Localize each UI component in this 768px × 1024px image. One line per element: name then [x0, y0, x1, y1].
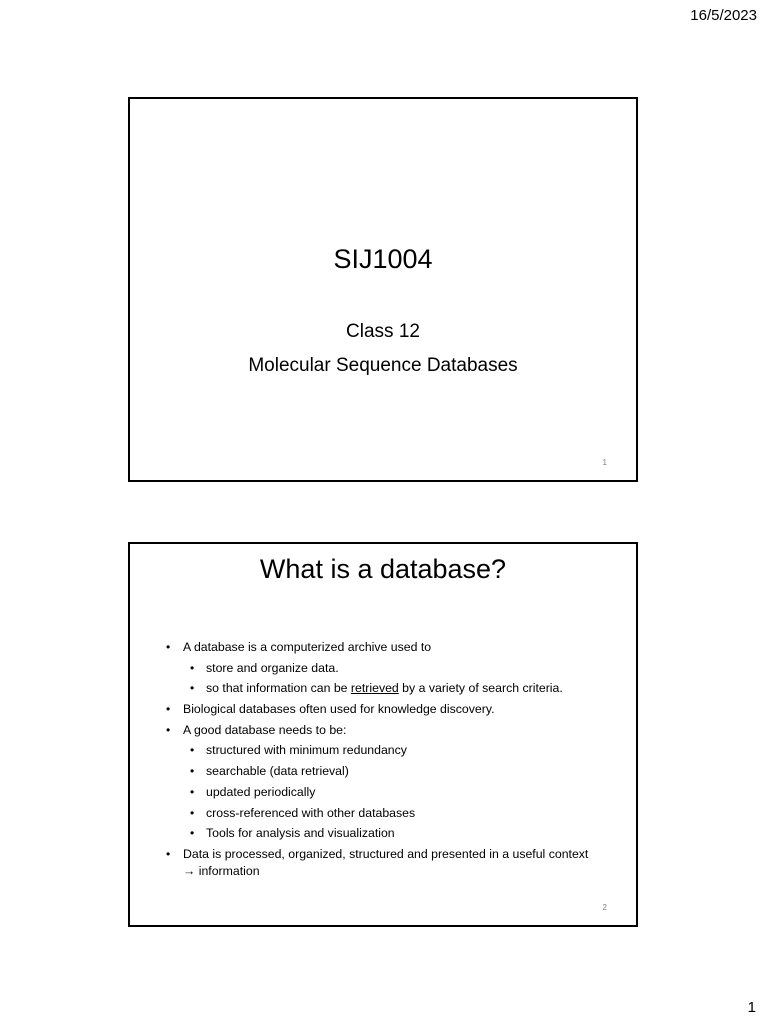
bullet-text	[183, 847, 588, 878]
bullet-text: cross-referenced with other databases	[206, 805, 416, 820]
bullet-item	[162, 846, 622, 880]
sub-bullet-item	[162, 784, 622, 801]
bullet-item	[162, 722, 622, 739]
slide-1	[128, 97, 638, 482]
bullet-dot-icon: •	[190, 805, 195, 820]
sub-bullet-item	[162, 660, 622, 677]
bullet-list	[162, 639, 622, 884]
bullet-text: searchable (data retrieval)	[206, 764, 349, 779]
bullet-text: Biological databases often used for knowledge discovery.	[183, 702, 495, 717]
bullet-dot-icon: •	[190, 660, 195, 675]
bullet-text	[206, 681, 563, 695]
bullet-text: updated periodically	[206, 784, 316, 799]
bullet-text: store and organize data.	[206, 660, 339, 675]
bullet-text: Tools for analysis and visualization	[206, 826, 395, 841]
bullet-text-line: → information	[183, 863, 260, 878]
page-number: 1	[747, 999, 756, 1016]
bullet-text: structured with minimum redundancy	[206, 743, 407, 758]
bullet-text: A good database needs to be:	[183, 722, 347, 737]
bullet-dot-icon: •	[166, 722, 171, 737]
bullet-dot-icon: •	[190, 784, 195, 799]
bullet-text-line: Data is processed, organized, structured and presented in a useful context	[183, 846, 589, 861]
bullet-text-part: so that information can be	[206, 681, 351, 696]
bullet-dot-icon: •	[166, 702, 171, 717]
bullet-text: A database is a computerized archive used to	[183, 640, 432, 654]
underlined-term: retrieved	[350, 681, 399, 696]
bullet-text-part: by a variety of search criteria.	[398, 681, 563, 696]
bullet-item	[162, 701, 622, 718]
bullet-dot-icon: •	[166, 640, 171, 654]
slide-title: SIJ1004	[333, 244, 433, 274]
slide-number: 2	[602, 903, 607, 912]
bullet-dot-icon: •	[190, 764, 195, 779]
sub-bullet-item	[162, 742, 622, 759]
slide-2	[128, 542, 638, 927]
print-date: 16/5/2023	[690, 7, 757, 24]
bullet-dot-icon: •	[190, 743, 195, 758]
bullet-dot-icon: •	[166, 846, 171, 861]
slide-number: 1	[602, 458, 607, 467]
slide-subtitle-class: Class 12	[346, 321, 420, 342]
bullet-dot-icon: •	[190, 681, 195, 696]
sub-bullet-item	[162, 763, 622, 780]
sub-bullet-item	[162, 680, 622, 697]
bullet-item	[162, 639, 622, 656]
slide-subtitle-topic: Molecular Sequence Databases	[248, 355, 518, 376]
bullet-dot-icon: •	[190, 826, 195, 841]
sub-bullet-item	[162, 805, 622, 822]
slide-title: What is a database?	[259, 554, 507, 584]
sub-bullet-item	[162, 825, 622, 842]
